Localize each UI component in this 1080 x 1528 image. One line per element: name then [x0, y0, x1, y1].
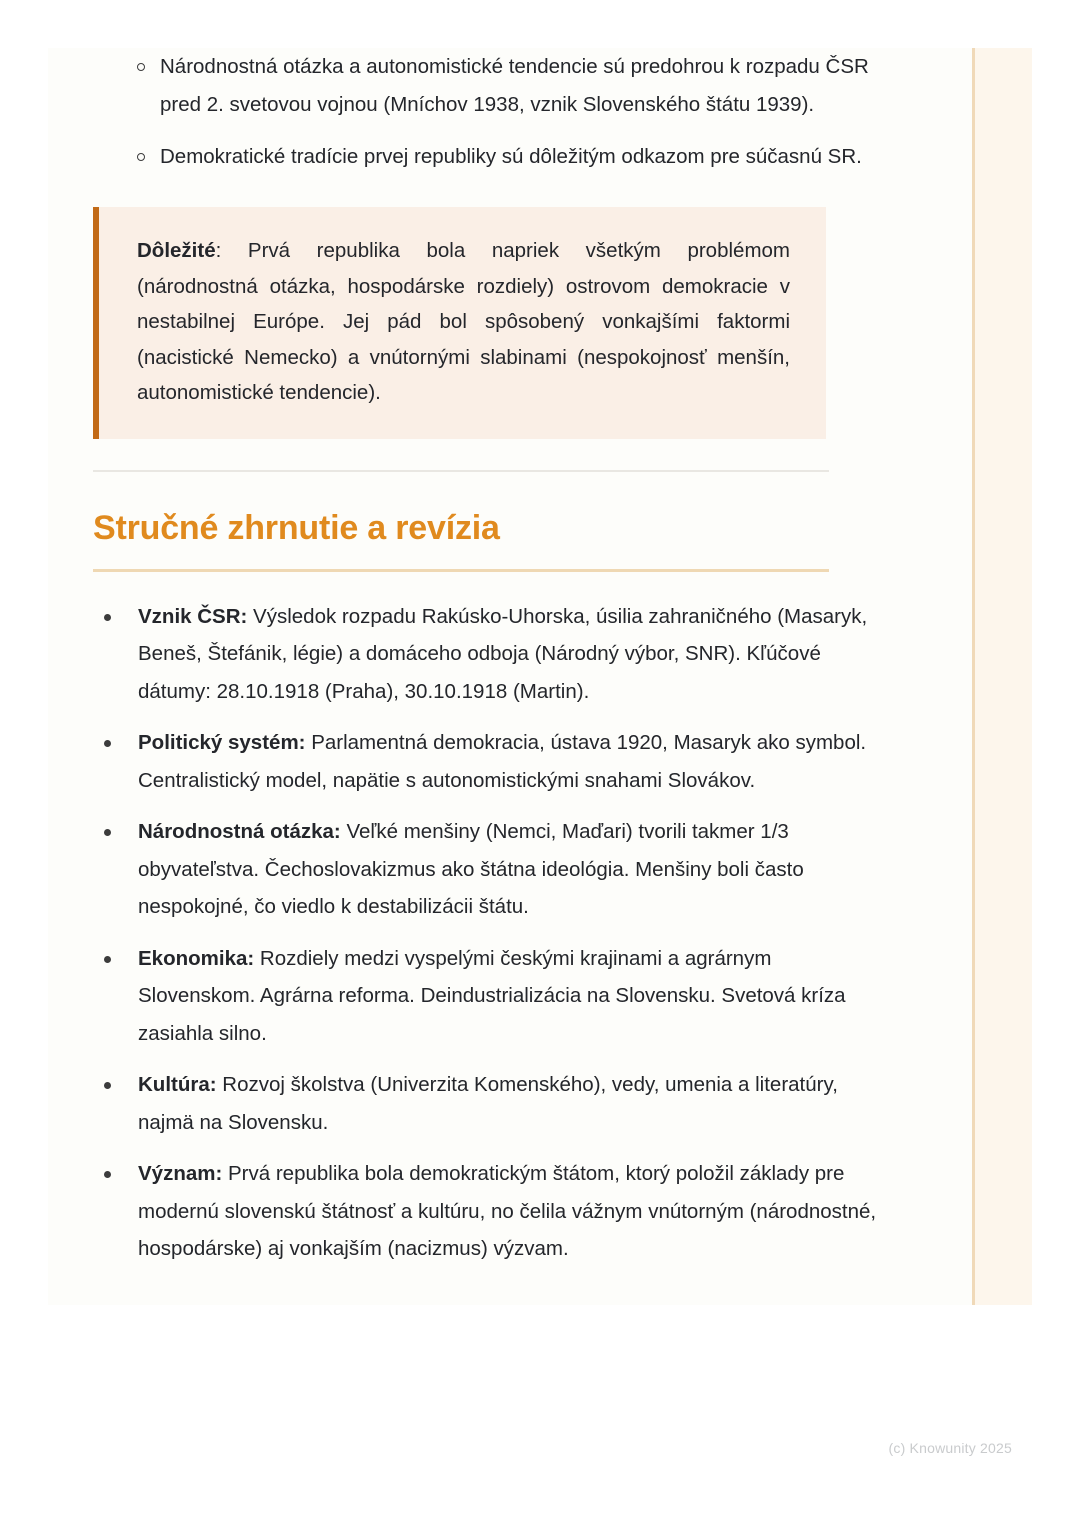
list-item-text: Parlamentná demokracia, ústava 1920, Masaryk ako symbol. Centralistický model, napätie s autonomistickými snahami Slovákov.: [138, 731, 867, 792]
callout-label: Dôležité: [137, 239, 216, 262]
table-row: [92, 813, 882, 926]
callout-text: Prvá republika bola napriek všetkým problémom (národnostná otázka, hospodárske rozdiely) ostrovom demokracie v nestabilnej Európe. Jej pád bol spôsobený vonkajšími faktormi (nacistické Nemecko) a vnútornými slabinami (nespokojnosť menšín, autonomistické tendencie).: [137, 239, 790, 404]
document-content-column: [92, 48, 882, 1268]
table-row: [92, 940, 882, 1053]
table-row: [92, 1066, 882, 1141]
callout-paragraph: [137, 233, 790, 411]
list-item-term: Význam:: [138, 1162, 223, 1185]
hollow-circle-bullet-icon: [137, 63, 145, 71]
list-item-text: Prvá republika bola demokratickým štátom, ktorý položil základy pre modernú slovenskú štátnosť a kultúru, no čelila vážnym vnútorným (národnostné, hospodárske) aj vonkajším (nacizmus) výzvam.: [138, 1162, 877, 1260]
heading-underline: [93, 569, 829, 572]
list-item-term: Národnostná otázka:: [138, 820, 341, 843]
solid-dot-bullet-icon: [104, 740, 111, 747]
solid-dot-bullet-icon: [104, 1082, 111, 1089]
page-title: Stručné zhrnutie a revízia: [93, 508, 500, 547]
list-item-term: Ekonomika:: [138, 946, 255, 970]
list-item-term: Kultúra:: [138, 1073, 217, 1096]
important-callout: [93, 207, 826, 439]
solid-dot-bullet-icon: [104, 614, 111, 621]
list-item: [92, 138, 882, 176]
solid-dot-bullet-icon: [104, 956, 111, 963]
page-right-band: [975, 48, 1032, 1305]
summary-bullet-list: [92, 598, 882, 1268]
list-item-text: Národnostná otázka a autonomistické tendencie sú predohrou k rozpadu ČSR pred 2. svetovou vojnou (Mníchov 1938, vznik Slovenského štátu 1939).: [160, 55, 869, 116]
footer-watermark: (c) Knowunity 2025: [888, 1440, 1012, 1456]
section-divider: [93, 470, 829, 472]
table-row: [92, 724, 882, 799]
document-page-card: [48, 48, 1032, 1305]
hollow-circle-bullet-icon: [137, 153, 145, 161]
list-item-text: Demokratické tradície prvej republiky sú dôležitým odkazom pre súčasnú SR.: [160, 145, 862, 168]
solid-dot-bullet-icon: [104, 829, 111, 836]
continued-bullet-list: [92, 48, 882, 176]
callout-separator: :: [215, 239, 248, 262]
list-item-term: Vznik ČSR:: [138, 604, 248, 628]
solid-dot-bullet-icon: [104, 1171, 111, 1178]
list-item-text: Výsledok rozpadu Rakúsko-Uhorska, úsilia zahraničného (Masaryk, Beneš, Štefánik, légie) a domáceho odboja (Národný výbor, SNR). Kľúčové dátumy: 28.10.1918 (Praha), 30.10.1918 (Martin).: [138, 604, 868, 703]
table-row: [92, 598, 882, 711]
list-item: [92, 48, 882, 124]
list-item-text: Rozdiely medzi vyspelými českými krajinami a agrárnym Slovenskom. Agrárna reforma. Deindustrializácia na Slovensku. Svetová kríza zasiahla silno.: [138, 946, 846, 1045]
list-item-term: Politický systém:: [138, 731, 306, 754]
table-row: [92, 1155, 882, 1268]
list-item-text: Rozvoj školstva (Univerzita Komenského), vedy, umenia a literatúry, najmä na Slovensku.: [138, 1073, 838, 1134]
list-item-text: Veľké menšiny (Nemci, Maďari) tvorili takmer 1/3 obyvateľstva. Čechoslovakizmus ako štátna ideológia. Menšiny boli často nespokojné, čo viedlo k destabilizácii štátu.: [138, 820, 804, 918]
